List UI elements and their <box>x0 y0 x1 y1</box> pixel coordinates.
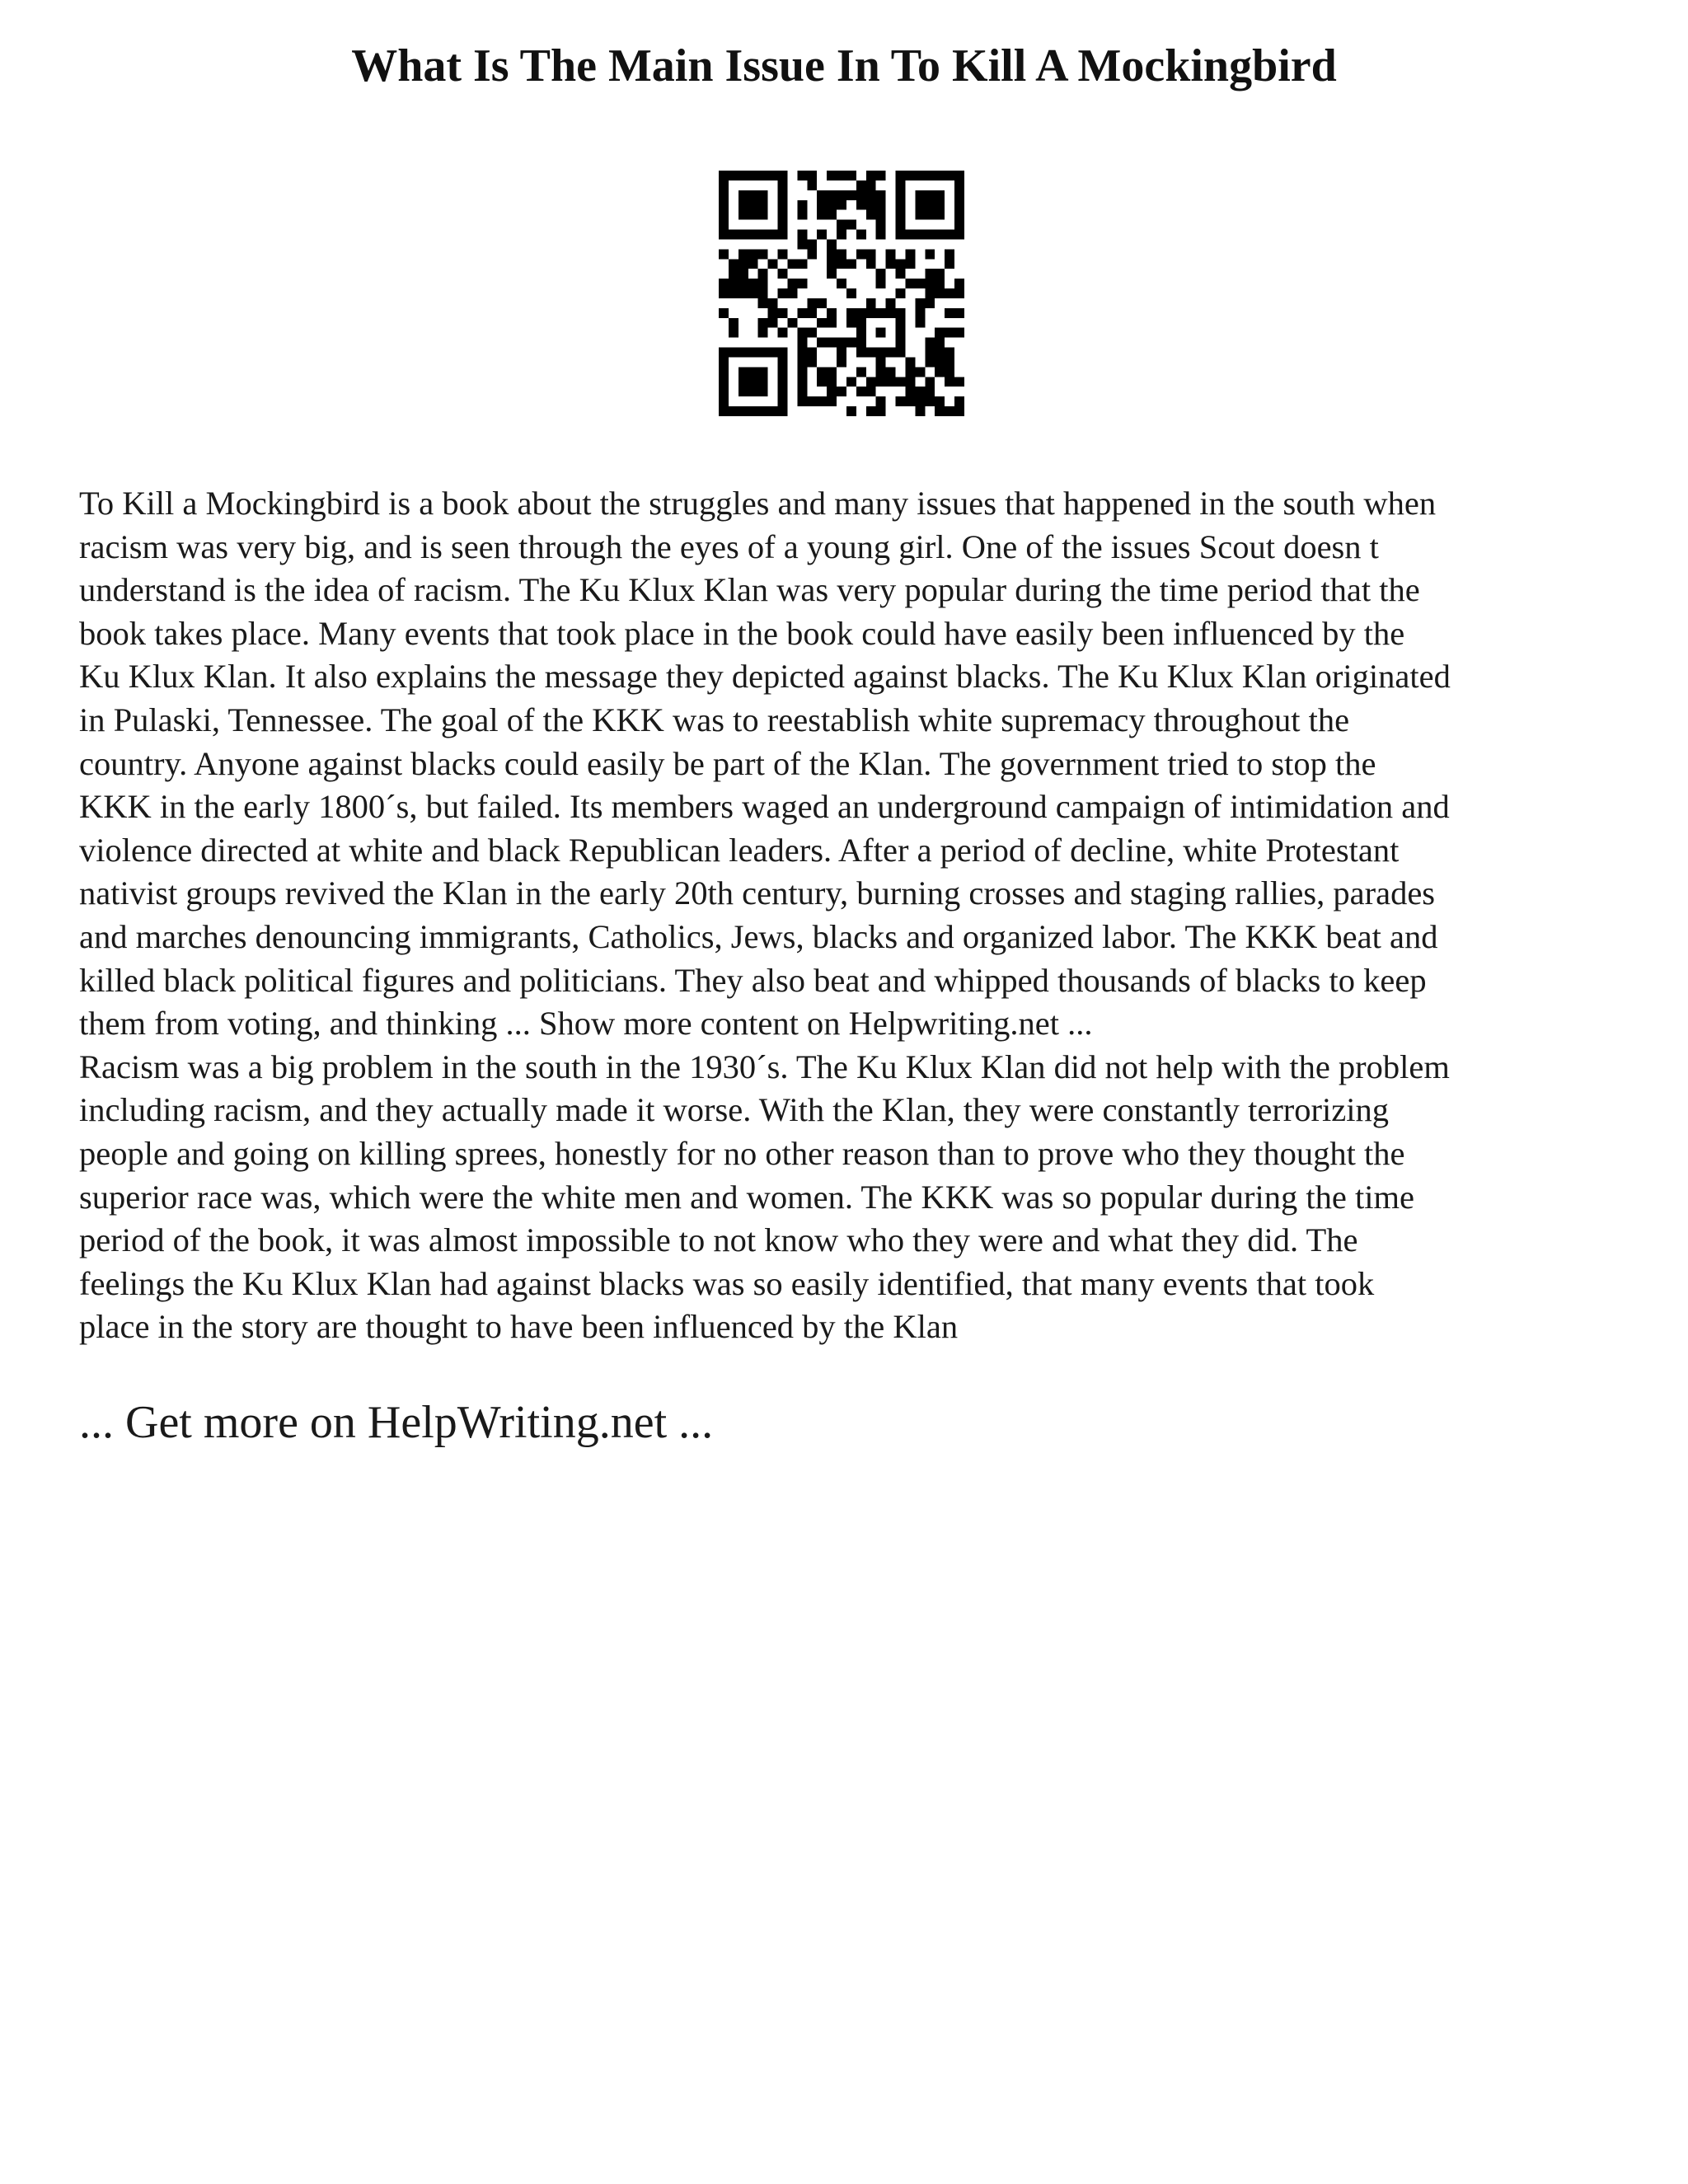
text-line: understand is the idea of racism. The Ku Klux Klan was very popular during the time period that the <box>79 571 1420 609</box>
text-line: including racism, and they actually made it worse. With the Klan, they were constantly terrorizing <box>79 1091 1390 1129</box>
text-line: book takes place. Many events that took place in the book could have easily been influenced by the <box>79 614 1405 652</box>
text-line: place in the story are thought to have been influenced by the Klan <box>79 1308 959 1346</box>
article-body <box>79 482 1620 1349</box>
text-line: feelings the Ku Klux Klan had against blacks was so easily identified, that many events that took <box>79 1264 1375 1302</box>
text-line: racism was very big, and is seen through the eyes of a young girl. One of the issues Scout doesn t <box>79 527 1379 565</box>
get-more-link[interactable]: ... Get more on HelpWriting.net ... <box>79 1397 714 1448</box>
text-line: Racism was a big problem in the south in the 1930´s. The Ku Klux Klan did not help with the problem <box>79 1047 1450 1085</box>
text-line: KKK in the early 1800´s, but failed. Its members waged an underground campaign of intimidation and <box>79 788 1450 826</box>
paragraph-2 <box>79 1046 1620 1349</box>
text-line: and marches denouncing immigrants, Catholics, Jews, blacks and organized labor. The KKK beat and <box>79 917 1438 955</box>
text-line: country. Anyone against blacks could easily be part of the Klan. The government tried to stop the <box>79 744 1376 782</box>
text-line: people and going on killing sprees, honestly for no other reason than to prove who they thought the <box>79 1134 1405 1172</box>
text-line: nativist groups revived the Klan in the early 20th century, burning crosses and staging rallies, parades <box>79 874 1436 912</box>
text-line: violence directed at white and black Republican leaders. After a period of decline, white Protestant <box>79 831 1400 869</box>
text-line: period of the book, it was almost impossible to not know who they were and what they did. The <box>79 1221 1358 1259</box>
text-line: To Kill a Mockingbird is a book about the struggles and many issues that happened in the south when <box>79 485 1437 522</box>
text-line: Ku Klux Klan. It also explains the message they depicted against blacks. The Ku Klux Klan originated <box>79 658 1451 696</box>
page-title: What Is The Main Issue In To Kill A Mockingbird <box>351 40 1337 91</box>
text-line: them from voting, and thinking ... Show more content on Helpwriting.net ... <box>79 1005 1093 1043</box>
text-line: killed black political figures and politicians. They also beat and whipped thousands of blacks to keep <box>79 961 1427 999</box>
text-line: superior race was, which were the white men and women. The KKK was so popular during the time <box>79 1178 1414 1216</box>
paragraph-1 <box>79 482 1620 1046</box>
qr-code-icon <box>719 171 964 416</box>
text-line: in Pulaski, Tennessee. The goal of the KKK was to reestablish white supremacy throughout the <box>79 701 1350 738</box>
